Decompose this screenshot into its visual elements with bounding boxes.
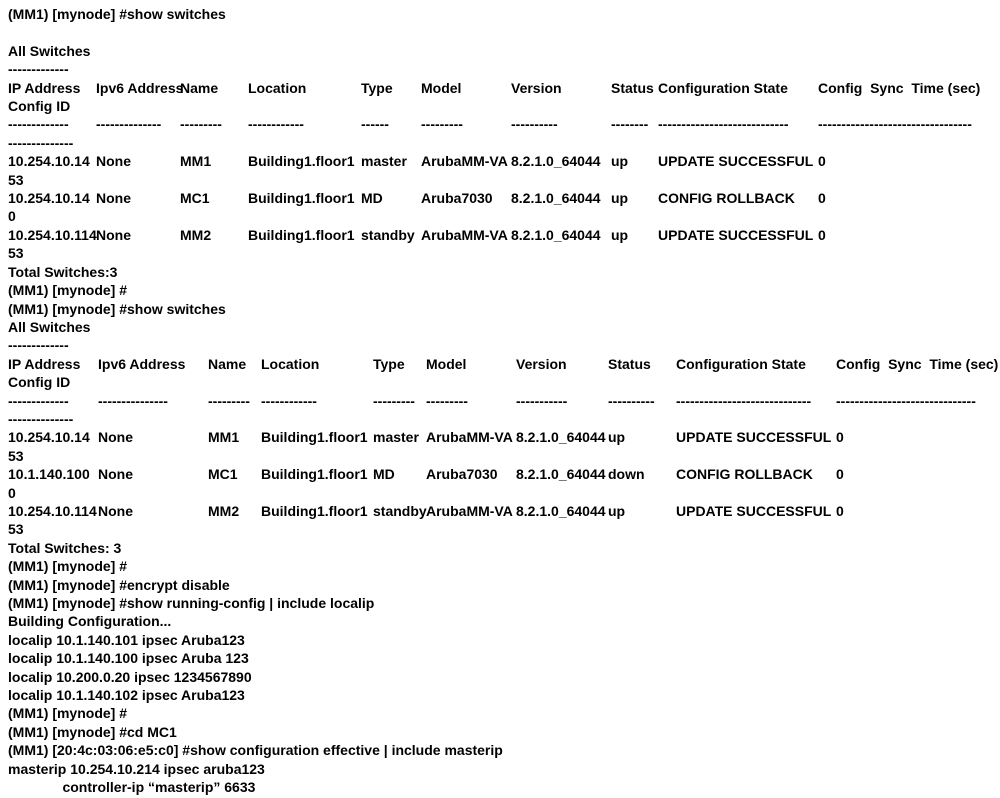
switch-status: up — [608, 429, 626, 446]
switch-name: MM1 — [208, 429, 240, 446]
switch-model: Aruba7030 — [421, 190, 493, 207]
column-header-version: Version — [511, 79, 562, 96]
column-header-config-state: Configuration State — [676, 355, 806, 372]
switch-location: Building1.floor1 — [248, 190, 355, 207]
switch-config-sync: 0 — [818, 226, 826, 243]
switch-ip: 10.254.10.14 — [8, 429, 90, 446]
switch-name: MM2 — [180, 226, 212, 243]
switch-row — [8, 226, 1000, 244]
switch-status: up — [611, 190, 629, 207]
cli-prompt-line: (MM1) [mynode] #encrypt disable — [8, 576, 230, 593]
switch-row — [8, 152, 1000, 170]
column-header-config-state: Configuration State — [658, 79, 788, 96]
switch-type: standby — [361, 226, 415, 243]
switch-config-sync: 0 — [818, 153, 826, 170]
column-divider: ------------ — [261, 392, 317, 409]
column-divider: ------------- — [8, 392, 69, 409]
table-header-row — [8, 79, 1000, 97]
switch-config-state: CONFIG ROLLBACK — [676, 466, 813, 483]
column-header-location: Location — [248, 79, 307, 96]
column-header-ipv6: Ipv6 Address — [98, 355, 186, 372]
switch-model: Aruba7030 — [426, 466, 498, 483]
switch-ip: 10.254.10.114 — [8, 502, 97, 519]
switch-config-sync: 0 — [836, 502, 844, 519]
cli-prompt-line: (MM1) [mynode] #show switches — [8, 6, 226, 22]
switch-config-sync: 0 — [836, 429, 844, 446]
column-divider: ----------------------------- — [676, 392, 812, 409]
switch-ipv6: None — [96, 190, 131, 207]
switch-model: ArubaMM-VA — [426, 502, 513, 519]
localip-line: localip 10.1.140.101 ipsec Aruba123 — [8, 631, 245, 648]
switch-type: MD — [361, 190, 383, 207]
switch-ip: 10.254.10.14 — [8, 153, 90, 170]
switch-row — [8, 189, 1000, 207]
localip-line: localip 10.200.0.20 ipsec 1234567890 — [8, 668, 252, 685]
column-divider: ----------- — [516, 392, 568, 409]
switch-model: ArubaMM-VA — [421, 153, 508, 170]
divider-wrap: -------------- — [8, 410, 74, 427]
cli-prompt-line: (MM1) [mynode] #cd MC1 — [8, 723, 177, 740]
building-configuration-line: Building Configuration... — [8, 613, 172, 630]
column-header-ip: IP Address — [8, 355, 81, 372]
section-title: All Switches — [8, 42, 91, 59]
column-divider: --------------- — [98, 392, 168, 409]
cli-prompt-line: (MM1) [mynode] #show switches — [8, 300, 226, 317]
switch-type: master — [361, 153, 407, 170]
switch-ip: 10.254.10.14 — [8, 190, 90, 207]
localip-line: localip 10.1.140.100 ipsec Aruba 123 — [8, 650, 249, 667]
column-header-name: Name — [180, 79, 219, 96]
column-divider: ------ — [361, 116, 389, 133]
total-switches: Total Switches: 3 — [8, 539, 122, 556]
switch-name: MM2 — [208, 502, 240, 519]
column-header-type: Type — [373, 355, 405, 372]
switch-row — [8, 502, 1000, 520]
section-underline: ------------- — [8, 61, 69, 78]
switch-version: 8.2.1.0_64044 — [511, 190, 601, 207]
switch-config-id-wrap: 0 — [8, 484, 16, 501]
switch-status: up — [611, 226, 629, 243]
table-divider-row — [8, 392, 1000, 410]
column-divider: ---------- — [608, 392, 655, 409]
cli-prompt-line: (MM1) [mynode] # — [8, 705, 127, 722]
column-divider: --------- — [426, 392, 468, 409]
column-divider: ---------- — [511, 116, 558, 133]
column-header-config-sync: Config Sync Time (sec) — [818, 79, 981, 96]
column-header-ipv6: Ipv6 Address — [96, 79, 184, 96]
column-header-status: Status — [611, 79, 654, 96]
masterip-line: masterip 10.254.10.214 ipsec aruba123 — [8, 760, 265, 777]
switch-config-id-wrap: 53 — [8, 171, 24, 188]
column-divider: ------------- — [8, 116, 69, 133]
switch-ipv6: None — [98, 502, 133, 519]
switch-model: ArubaMM-VA — [426, 429, 513, 446]
switch-version: 8.2.1.0_64044 — [516, 466, 606, 483]
switch-ip: 10.1.140.100 — [8, 466, 90, 483]
column-divider: -------------- — [96, 116, 162, 133]
switch-version: 8.2.1.0_64044 — [516, 429, 606, 446]
controller-ip-line: controller-ip “masterip” 6633 — [8, 779, 256, 796]
switch-name: MM1 — [180, 153, 212, 170]
switch-location: Building1.floor1 — [261, 466, 368, 483]
switch-config-id-wrap: 53 — [8, 245, 24, 262]
switch-model: ArubaMM-VA — [421, 226, 508, 243]
switch-row — [8, 465, 1000, 483]
column-divider: ---------------------------- — [658, 116, 789, 133]
cli-prompt-line: (MM1) [mynode] #show running-config | include localip — [8, 595, 375, 611]
switch-config-state: UPDATE SUCCESSFUL — [658, 153, 814, 170]
column-divider: --------- — [373, 392, 415, 409]
column-header-model: Model — [421, 79, 462, 96]
switch-config-state: UPDATE SUCCESSFUL — [676, 502, 832, 519]
switch-config-id-wrap: 53 — [8, 447, 24, 464]
switch-ip: 10.254.10.114 — [8, 226, 97, 243]
cli-prompt-line: (MM1) [mynode] # — [8, 558, 127, 575]
column-header-type: Type — [361, 79, 393, 96]
switch-status: up — [608, 502, 626, 519]
switch-status: up — [611, 153, 629, 170]
column-header-config-sync: Config Sync Time (sec) — [836, 355, 999, 372]
switch-config-sync: 0 — [818, 190, 826, 207]
switch-config-state: UPDATE SUCCESSFUL — [676, 429, 832, 446]
column-header-name: Name — [208, 355, 247, 372]
section-title: All Switches — [8, 318, 91, 335]
switch-config-id-wrap: 0 — [8, 208, 16, 225]
blank-line — [8, 23, 1000, 41]
column-divider: --------- — [208, 392, 250, 409]
switch-config-state: UPDATE SUCCESSFUL — [658, 226, 814, 243]
switch-location: Building1.floor1 — [261, 429, 368, 446]
column-header-version: Version — [516, 355, 567, 372]
table-divider-row — [8, 115, 1000, 133]
column-divider: ------------ — [248, 116, 304, 133]
column-header-config-id-wrap: Config ID — [8, 374, 71, 391]
column-header-ip: IP Address — [8, 79, 81, 96]
switch-location: Building1.floor1 — [248, 153, 355, 170]
switch-status: down — [608, 466, 645, 483]
switch-row — [8, 428, 1000, 446]
cli-prompt-line: (MM1) [mynode] # — [8, 282, 127, 299]
localip-line: localip 10.1.140.102 ipsec Aruba123 — [8, 687, 245, 704]
column-header-model: Model — [426, 355, 467, 372]
switch-config-id-wrap: 53 — [8, 521, 24, 538]
switch-ipv6: None — [96, 153, 131, 170]
switch-type: standby — [373, 502, 427, 519]
total-switches: Total Switches:3 — [8, 263, 118, 280]
switch-version: 8.2.1.0_64044 — [516, 502, 606, 519]
cli-prompt-line: (MM1) [20:4c:03:06:e5:c0] #show configuration effective | include masterip — [8, 742, 503, 759]
switch-ipv6: None — [96, 226, 131, 243]
switch-version: 8.2.1.0_64044 — [511, 153, 601, 170]
switch-config-state: CONFIG ROLLBACK — [658, 190, 795, 207]
column-divider: --------- — [180, 116, 222, 133]
column-header-status: Status — [608, 355, 651, 372]
divider-wrap: -------------- — [8, 134, 74, 151]
column-divider: ------------------------------ — [836, 392, 976, 409]
switch-name: MC1 — [208, 466, 238, 483]
column-divider: --------------------------------- — [818, 116, 972, 133]
switch-type: master — [373, 429, 419, 446]
switch-ipv6: None — [98, 466, 133, 483]
column-divider: -------- — [611, 116, 649, 133]
switch-location: Building1.floor1 — [261, 502, 368, 519]
switch-config-sync: 0 — [836, 466, 844, 483]
column-header-config-id-wrap: Config ID — [8, 98, 71, 115]
switch-version: 8.2.1.0_64044 — [511, 226, 601, 243]
column-header-location: Location — [261, 355, 320, 372]
column-divider: --------- — [421, 116, 463, 133]
section-underline: ------------- — [8, 337, 69, 354]
switch-ipv6: None — [98, 429, 133, 446]
switch-name: MC1 — [180, 190, 210, 207]
switch-type: MD — [373, 466, 395, 483]
switch-location: Building1.floor1 — [248, 226, 355, 243]
table-header-row — [8, 355, 1000, 373]
